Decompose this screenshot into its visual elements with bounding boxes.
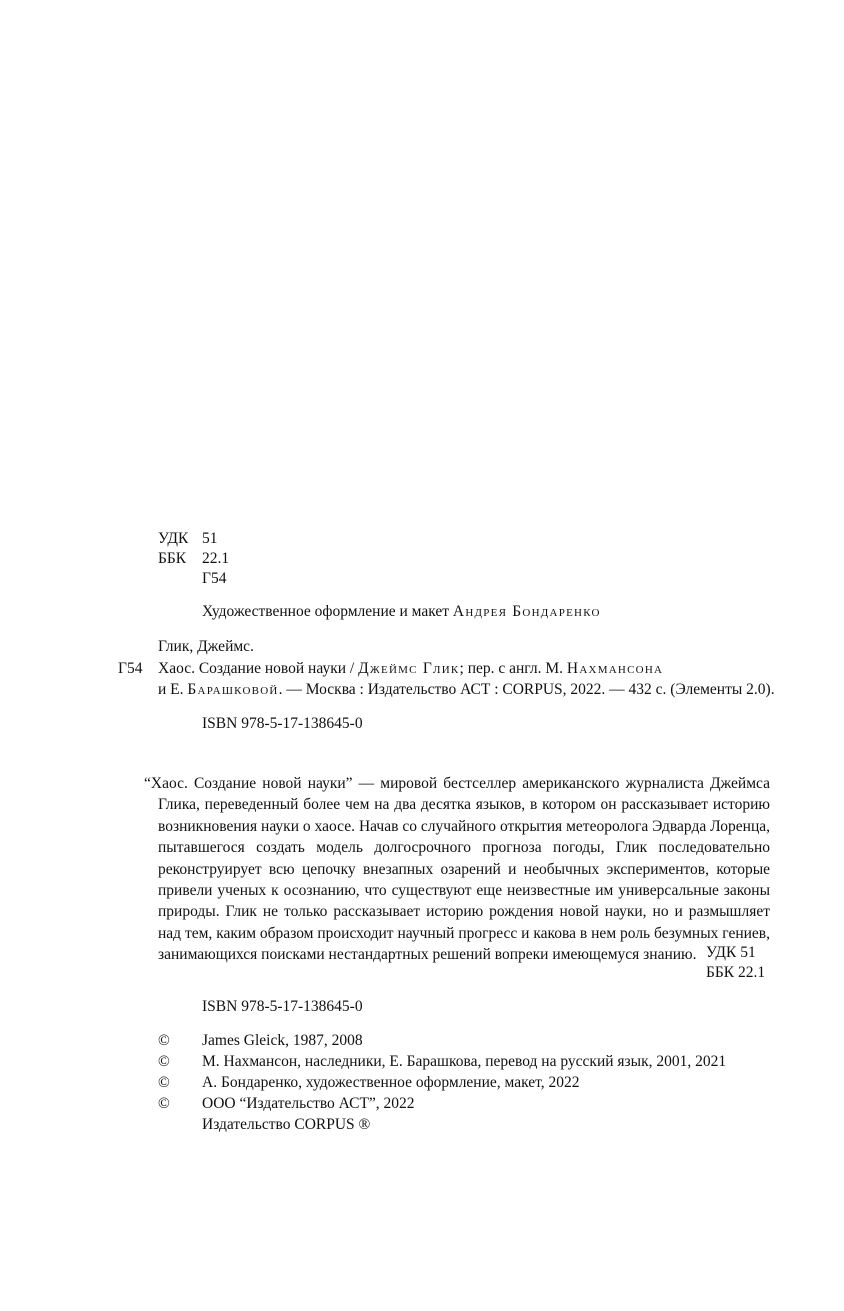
annotation — [144, 773, 770, 966]
bib-translator2: Барашковой — [187, 681, 279, 698]
bib-translator1: Нахмансона — [566, 660, 664, 677]
copyright-text: ООО “Издательство АСТ”, 2022 — [202, 1095, 415, 1112]
copyright-text: James Gleick, 1987, 2008 — [202, 1032, 363, 1049]
copyright-sign: © — [158, 1053, 170, 1070]
copyright-row — [158, 1072, 580, 1094]
copyright-row — [158, 1093, 415, 1115]
isbn-top: ISBN 978-5-17-138645-0 — [202, 715, 363, 732]
right-bbk: ББК 22.1 — [706, 964, 766, 981]
copyright-text: А. Бондаренко, художественное оформление, макет, 2022 — [202, 1074, 580, 1091]
copyright-row — [158, 1051, 726, 1073]
annotation-rest: Глика, переведенный более чем на два десятка языков, в котором он рассказывает историю возникновения науки о хаосе. Начав со случайного открытия метеоролога Эдварда Лоренца, пытавшегося создать модель долгосрочного прогноза погоды, Глик последовательно реконструирует всю цепочку внезапных озарений и необычных экспериментов, которые привели ученых к осознанию, что существуют еще неизвестные им универсальные законы природы. Глик не только рассказывает историю рождения новой науки, но и размышляет над тем, каким образом происходит научный прогресс и какова в нем роль безумных гениев, занимающихся поисками нестандартных решений вопреки имеющемуся знанию. — [158, 796, 770, 964]
bbk-label: ББК — [158, 550, 187, 567]
bib-title: Хаос. Создание новой науки / — [158, 660, 359, 677]
author-sign: Г54 — [202, 570, 227, 587]
isbn-bottom: ISBN 978-5-17-138645-0 — [202, 998, 363, 1015]
udk-value: 51 — [202, 530, 218, 547]
copyright-text: Издательство CORPUS ® — [202, 1116, 371, 1133]
design-credit — [202, 601, 601, 623]
annotation-first-line: “Хаос. Создание новой науки” — мировой бестселлер американского журналиста Джеймса — [144, 775, 770, 792]
right-udk: УДК 51 — [706, 944, 756, 961]
copyright-sign: © — [158, 1032, 170, 1049]
copyright-sign: © — [158, 1095, 170, 1112]
bib-author-name: Джеймс Глик — [358, 660, 460, 677]
bib-line2-prefix: и Е. — [158, 681, 188, 698]
copyright-row — [158, 1114, 370, 1136]
author-heading: Глик, Джеймс. — [158, 638, 254, 655]
bbk-value: 22.1 — [202, 550, 230, 567]
copyright-text: М. Нахмансон, наследники, Е. Барашкова, перевод на русский язык, 2001, 2021 — [202, 1053, 727, 1070]
copyright-sign: © — [158, 1074, 170, 1091]
copyright-row — [158, 1030, 363, 1052]
bib-title-line — [158, 658, 663, 680]
design-credit-name: Андрея Бондаренко — [452, 603, 601, 620]
bib-author-sign: Г54 — [118, 660, 143, 677]
bib-line2-rest: . — Москва : Издательство АСТ : CORPUS, 2022. — 432 с. (Элементы 2.0). — [278, 681, 775, 698]
bib-second-line — [158, 679, 775, 701]
design-credit-text: Художественное оформление и макет — [202, 603, 450, 620]
udk-label: УДК — [158, 530, 189, 547]
bib-translation-prefix: ; пер. с англ. М. — [459, 660, 567, 677]
